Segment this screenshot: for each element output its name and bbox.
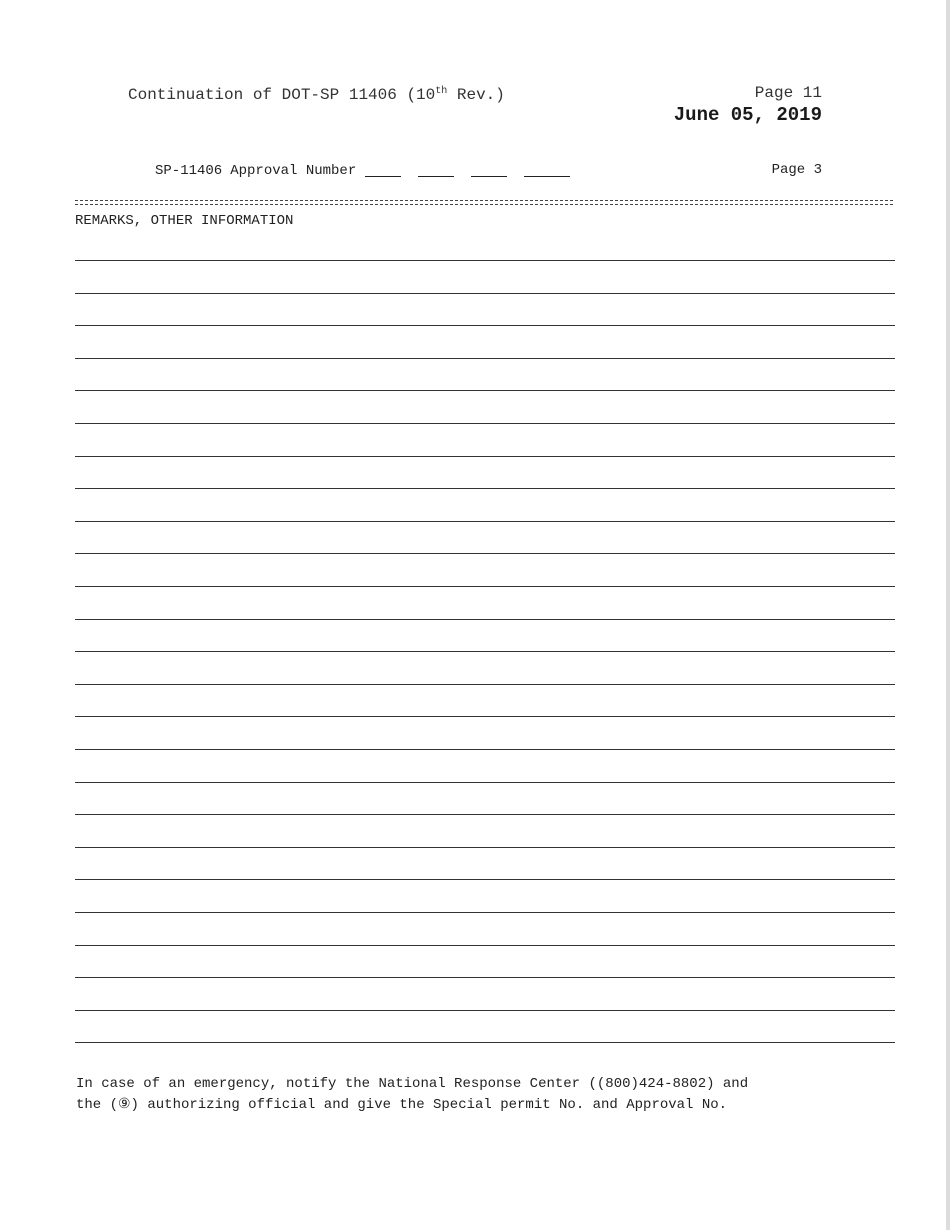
remarks-write-line[interactable] xyxy=(75,1042,895,1043)
scan-edge xyxy=(946,0,950,1230)
approval-blank-4[interactable] xyxy=(524,164,570,177)
remarks-write-line[interactable] xyxy=(75,1010,895,1011)
remarks-write-line[interactable] xyxy=(75,390,895,391)
approval-blank-3[interactable] xyxy=(471,164,507,177)
remarks-write-line[interactable] xyxy=(75,553,895,554)
remarks-write-line[interactable] xyxy=(75,977,895,978)
continuation-suffix: Rev.) xyxy=(447,86,505,104)
double-rule-divider xyxy=(75,200,893,205)
remarks-write-line[interactable] xyxy=(75,293,895,294)
remarks-write-line[interactable] xyxy=(75,945,895,946)
remarks-write-line[interactable] xyxy=(75,586,895,587)
remarks-write-line[interactable] xyxy=(75,488,895,489)
remarks-write-line[interactable] xyxy=(75,879,895,880)
remarks-write-line[interactable] xyxy=(75,847,895,848)
approval-blank-1[interactable] xyxy=(365,164,401,177)
approval-row xyxy=(155,163,570,179)
continuation-prefix: Continuation of DOT-SP 11406 (10 xyxy=(128,86,436,104)
continuation-title xyxy=(128,86,505,104)
remarks-write-line[interactable] xyxy=(75,325,895,326)
permit-number: SP-11406 xyxy=(155,163,223,179)
remarks-write-line[interactable] xyxy=(75,814,895,815)
remarks-heading: REMARKS, OTHER INFORMATION xyxy=(75,213,294,229)
emergency-notice-line-2: the (⑨) authorizing official and give the Special permit No. and Approval No. xyxy=(76,1097,728,1113)
document-date: June 05, 2019 xyxy=(673,104,822,126)
remarks-write-line[interactable] xyxy=(75,651,895,652)
emergency-notice xyxy=(76,1074,748,1116)
remarks-write-line[interactable] xyxy=(75,521,895,522)
emergency-notice-line-1: In case of an emergency, notify the National Response Center ((800)424-8802) and xyxy=(76,1076,749,1092)
remarks-write-line[interactable] xyxy=(75,456,895,457)
remarks-write-line[interactable] xyxy=(75,619,895,620)
remarks-write-line[interactable] xyxy=(75,684,895,685)
continuation-superscript: th xyxy=(435,86,448,97)
remarks-write-line[interactable] xyxy=(75,423,895,424)
remarks-write-line[interactable] xyxy=(75,716,895,717)
remarks-write-line[interactable] xyxy=(75,782,895,783)
remarks-write-line[interactable] xyxy=(75,358,895,359)
form-page-number: Page 3 xyxy=(771,162,822,178)
page-number: Page 11 xyxy=(754,84,822,102)
remarks-write-line[interactable] xyxy=(75,260,895,261)
remarks-write-line[interactable] xyxy=(75,749,895,750)
approval-number-label: Approval Number xyxy=(230,163,357,179)
approval-blank-2[interactable] xyxy=(418,164,454,177)
remarks-write-line[interactable] xyxy=(75,912,895,913)
